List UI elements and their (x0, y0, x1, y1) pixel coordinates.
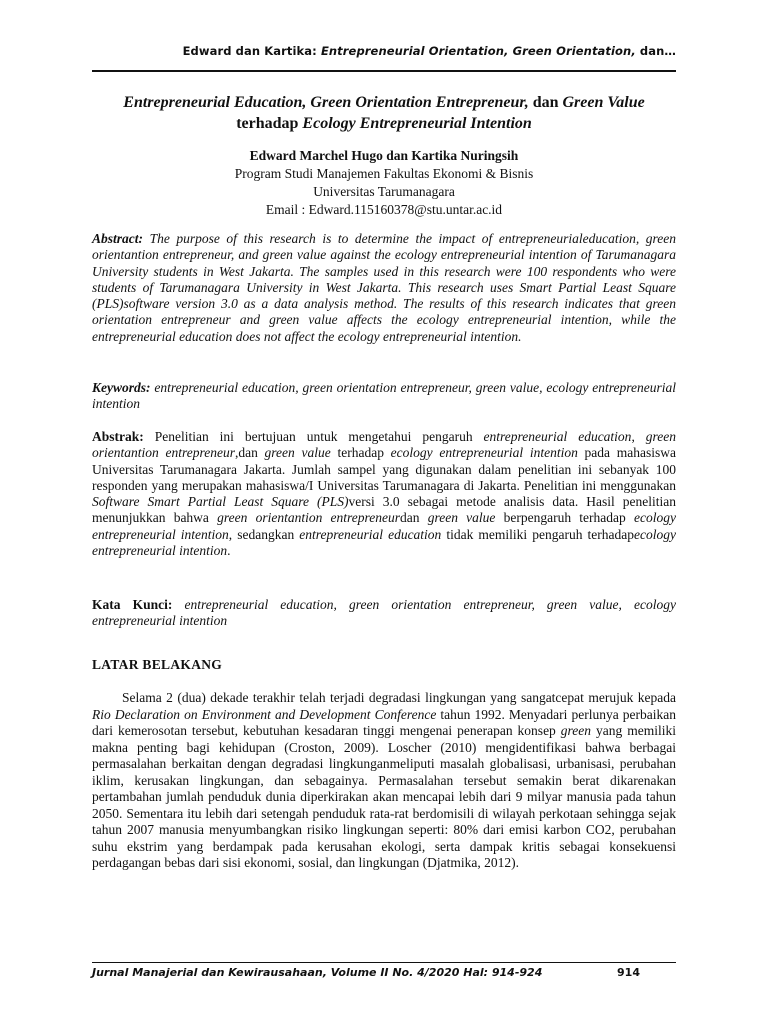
abstrak-text: versi 3.0 sebagai metode analisis data. Hasil penelitian menunjukkan bahwa (92, 494, 676, 526)
author-names: Edward Marchel Hugo dan Kartika Nuringsih (249, 148, 519, 163)
paper-title (92, 92, 676, 134)
footer-rule (92, 962, 676, 963)
title-part: dan (528, 94, 563, 111)
abstrak-label: Abstrak: (92, 429, 144, 444)
keywords-label: Keywords: (92, 380, 151, 395)
title-part: Ecology Entrepreneurial Intention (302, 115, 532, 132)
abstract-label: Abstract: (92, 231, 144, 246)
kata-kunci (92, 597, 676, 630)
abstrak-term: entrepreneurial education (299, 526, 442, 542)
abstrak-term: green value (264, 445, 331, 461)
title-part: Green Value (562, 94, 645, 111)
abstrak-text: , (631, 429, 646, 444)
footer-journal: Jurnal Manajerial dan Kewirausahaan, Volume II No. 4/2020 Hal: 914-924 (92, 966, 543, 979)
title-part: Entrepreneurial Education, Green Orientation Entrepreneur, (123, 94, 529, 111)
header-rule (92, 70, 676, 72)
author-program: Program Studi Manajemen Fakultas Ekonomi & Bisnis (234, 166, 534, 181)
section-heading: LATAR BELAKANG (92, 657, 223, 672)
abstrak-text: berpengaruh terhadap (495, 510, 634, 526)
abstract-english (92, 231, 676, 345)
page-footer (92, 966, 676, 979)
author-block (92, 147, 676, 219)
running-head-tail: dan… (635, 44, 676, 58)
keywords (92, 380, 676, 413)
body-paragraph (92, 690, 676, 872)
abstrak-text: pada mahasiswa Universitas Tarumanagara Jakarta. Jumlah sampel yang digunakan dalam penelitian ini sebanyak 100 responden yang merupakan mahasiswa/I Universitas Tarumanagara di Jakarta. Penelitian ini menggunakan (92, 445, 676, 493)
abstrak-text: terhadap (330, 445, 391, 461)
abstrak-text: ,dan (234, 445, 265, 461)
title-part: terhadap (236, 115, 303, 132)
body-text: yang memiliki makna penting bagi kehidupan (Croston, 2009). Loscher (2010) mengidentifikasi bahwa berbagai permasalahan berkaitan dengan degradasi lingkunganmeliputi masalah globalisasi, urbanisasi, perubahan iklim, kerusakan lingkungan, dan sebagainya. Permasalahan tersebut semakin berat dikarenakan pertambahan jumlah penduduk dunia diperkirakan akan mencapai lebih dari 9 milyar manusia pada tahun 2050. Sementara itu lebih dari setengah penduduk rata-rat berdomisili di wilayah perkotaan sehingga sejak tahun 2007 manusia menyumbangkan risiko lingkungan seperti: 80% dari emisi karbon CO2, perubahan suhu ekstrim yang berdampak pada kerusahan ekologi, serta dampak kritis sebagai konsekuensi perdagangan bebas dari sisi ekonomi, sosial, dan lingkungan (Djatmika, 2012). (92, 723, 676, 870)
abstrak-text: Penelitian ini bertujuan untuk mengetahui pengaruh (143, 429, 484, 444)
abstrak-term: ecology entrepreneurial intention (92, 510, 676, 542)
abstrak-text: dan (400, 510, 428, 526)
abstrak-term: Software Smart Partial Least Square (PLS) (92, 494, 349, 510)
running-head (92, 44, 676, 58)
abstrak-term: green value (427, 510, 496, 526)
abstrak-term: green orientantion entrepreneur (92, 429, 677, 461)
footer-page-number: 914 (617, 966, 640, 979)
abstract-indonesian (92, 429, 676, 559)
body-term: Rio Declaration on Environment and Development Conference (92, 706, 437, 722)
abstrak-text: , sedangkan (228, 526, 300, 542)
abstrak-text: . (227, 543, 231, 559)
author-university: Universitas Tarumanagara (313, 184, 455, 199)
abstrak-term: green orientantion entrepreneur (217, 510, 401, 526)
kata-kunci-text: entrepreneurial education, green orientation entrepreneur, green value, ecology entrepreneurial intention (92, 597, 676, 629)
author-email: Email : Edward.115160378@stu.untar.ac.id (265, 202, 503, 217)
abstrak-term: ecology entrepreneurial intention (92, 526, 676, 559)
body-text: Selama 2 (dua) dekade terakhir telah terjadi degradasi lingkungan yang sangatcepat merujuk kepada (122, 690, 676, 705)
abstract-text: The purpose of this research is to determine the impact of entrepreneurialeducation, green orientantion entrepreneur, and green value against the ecology entrepreneurial intention of Tarumanagara University students in West Jakarta. The samples used in this research were 100 respondents who were students of Tarumanagara University in West Jakarta. This research uses Smart Partial Least Square (PLS)software version 3.0 as a data analysis method. The results of this research indicates that green orientation entrepreneur and green value affects the ecology entrepreneurial intention, while the entrepreneurial education does not affect the ecology entrepreneurial intention. (92, 231, 676, 344)
body-text: tahun 1992. Menyadari perlunya perbaikan dari kemerosotan tersebut, kebutuhan kesadaran tinggi mengenai penerapan konsep (92, 706, 676, 738)
body-term: green (560, 723, 592, 738)
abstrak-term: ecology entrepreneurial intention (390, 445, 578, 461)
running-head-title: Entrepreneurial Orientation, Green Orientation, (320, 44, 636, 58)
keywords-text: entrepreneurial education, green orientation entrepreneur, green value, ecology entrepreneurial intention (92, 380, 676, 412)
abstrak-term: entrepreneurial education (483, 429, 632, 444)
abstrak-text: tidak memiliki pengaruh terhadap (441, 526, 635, 542)
kata-kunci-label: Kata Kunci: (92, 597, 173, 612)
running-head-authors: Edward dan Kartika: (182, 44, 321, 58)
